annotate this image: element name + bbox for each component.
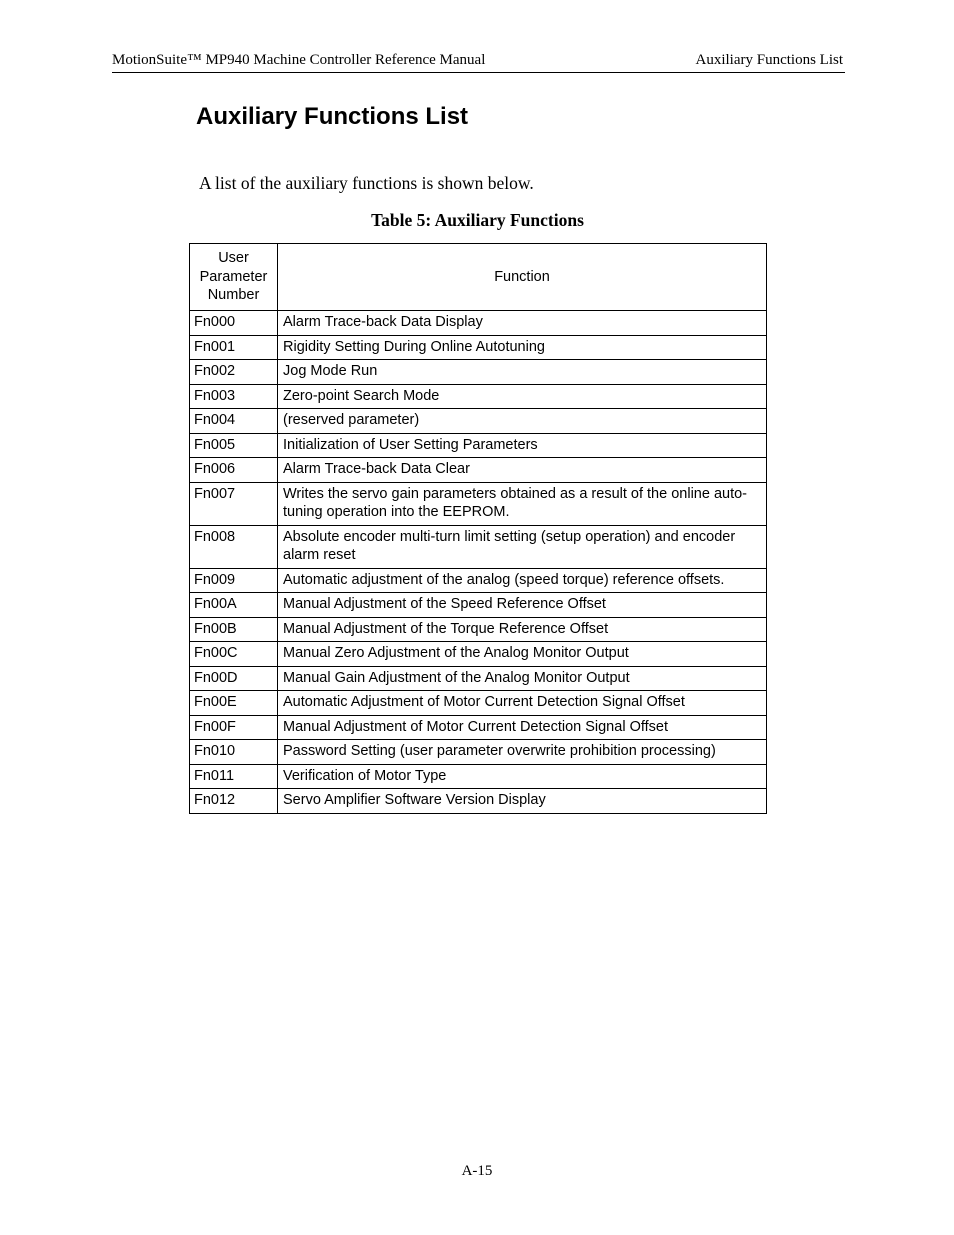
parameter-number-cell: Fn002 bbox=[190, 360, 278, 385]
function-description-cell: Alarm Trace-back Data Display bbox=[278, 311, 767, 336]
parameter-number-cell: Fn00D bbox=[190, 666, 278, 691]
table-row bbox=[190, 384, 767, 409]
function-description-cell: Automatic Adjustment of Motor Current Detection Signal Offset bbox=[278, 691, 767, 716]
table-row bbox=[190, 617, 767, 642]
function-description-cell: Manual Adjustment of the Speed Reference Offset bbox=[278, 593, 767, 618]
table-row bbox=[190, 360, 767, 385]
function-description-cell: Manual Adjustment of Motor Current Detection Signal Offset bbox=[278, 715, 767, 740]
parameter-number-cell: Fn00A bbox=[190, 593, 278, 618]
function-description-cell: Alarm Trace-back Data Clear bbox=[278, 458, 767, 483]
function-description-cell: Manual Gain Adjustment of the Analog Monitor Output bbox=[278, 666, 767, 691]
column-header-parameter-number: User Parameter Number bbox=[190, 244, 278, 311]
parameter-number-cell: Fn007 bbox=[190, 482, 278, 525]
function-description-cell: Initialization of User Setting Parameters bbox=[278, 433, 767, 458]
table-row bbox=[190, 666, 767, 691]
function-description-cell: Zero-point Search Mode bbox=[278, 384, 767, 409]
table-row bbox=[190, 409, 767, 434]
function-description-cell: Rigidity Setting During Online Autotuning bbox=[278, 335, 767, 360]
manual-title: MotionSuite™ MP940 Machine Controller Reference Manual bbox=[112, 52, 486, 68]
parameter-number-cell: Fn001 bbox=[190, 335, 278, 360]
parameter-number-cell: Fn00F bbox=[190, 715, 278, 740]
table-row bbox=[190, 764, 767, 789]
parameter-number-cell: Fn004 bbox=[190, 409, 278, 434]
parameter-number-cell: Fn00E bbox=[190, 691, 278, 716]
parameter-number-cell: Fn008 bbox=[190, 525, 278, 568]
function-description-cell: Password Setting (user parameter overwrite prohibition processing) bbox=[278, 740, 767, 765]
table-row bbox=[190, 593, 767, 618]
section-name: Auxiliary Functions List bbox=[695, 52, 843, 68]
parameter-number-cell: Fn000 bbox=[190, 311, 278, 336]
function-description-cell: Jog Mode Run bbox=[278, 360, 767, 385]
table-row bbox=[190, 335, 767, 360]
table-row bbox=[190, 525, 767, 568]
parameter-number-cell: Fn010 bbox=[190, 740, 278, 765]
table-row bbox=[190, 311, 767, 336]
parameter-number-cell: Fn011 bbox=[190, 764, 278, 789]
table-row bbox=[190, 691, 767, 716]
function-description-cell: Automatic adjustment of the analog (speed torque) reference offsets. bbox=[278, 568, 767, 593]
function-description-cell: Manual Zero Adjustment of the Analog Monitor Output bbox=[278, 642, 767, 667]
running-header bbox=[112, 52, 845, 73]
function-description-cell: Absolute encoder multi-turn limit setting (setup operation) and encoder alarm reset bbox=[278, 525, 767, 568]
table-row bbox=[190, 568, 767, 593]
column-header-function: Function bbox=[278, 244, 767, 311]
function-description-cell: Manual Adjustment of the Torque Reference Offset bbox=[278, 617, 767, 642]
table-header-row bbox=[190, 244, 767, 311]
page-title: Auxiliary Functions List bbox=[196, 103, 469, 130]
table-row bbox=[190, 458, 767, 483]
function-description-cell: Verification of Motor Type bbox=[278, 764, 767, 789]
parameter-number-cell: Fn012 bbox=[190, 789, 278, 814]
auxiliary-functions-table bbox=[189, 243, 767, 814]
function-description-cell: (reserved parameter) bbox=[278, 409, 767, 434]
page-number: A-15 bbox=[461, 1163, 493, 1179]
parameter-number-cell: Fn003 bbox=[190, 384, 278, 409]
table-row bbox=[190, 642, 767, 667]
table-row bbox=[190, 789, 767, 814]
table-row bbox=[190, 740, 767, 765]
table-row bbox=[190, 482, 767, 525]
parameter-number-cell: Fn006 bbox=[190, 458, 278, 483]
function-description-cell: Servo Amplifier Software Version Display bbox=[278, 789, 767, 814]
table-caption: Table 5: Auxiliary Functions bbox=[371, 210, 584, 230]
parameter-number-cell: Fn00B bbox=[190, 617, 278, 642]
table-body bbox=[190, 311, 767, 814]
parameter-number-cell: Fn009 bbox=[190, 568, 278, 593]
parameter-number-cell: Fn005 bbox=[190, 433, 278, 458]
table-row bbox=[190, 715, 767, 740]
function-description-cell: Writes the servo gain parameters obtained as a result of the online auto-tuning operation into the EEPROM. bbox=[278, 482, 767, 525]
parameter-number-cell: Fn00C bbox=[190, 642, 278, 667]
intro-paragraph: A list of the auxiliary functions is shown below. bbox=[199, 173, 534, 193]
table-row bbox=[190, 433, 767, 458]
